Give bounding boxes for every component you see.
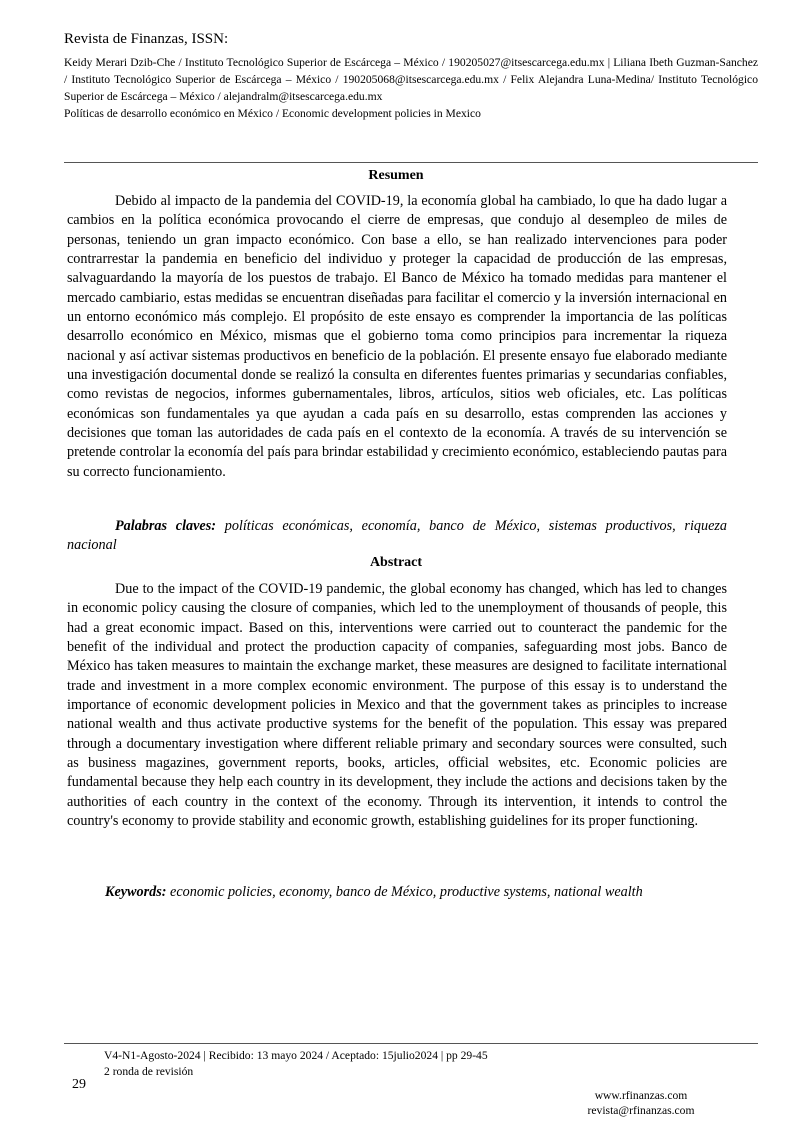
keywords-label: Keywords:: [105, 884, 167, 900]
abstract-heading: Abstract: [369, 555, 423, 570]
keywords-list: economic policies, economy, banco de México, productive systems, national wealth: [166, 884, 643, 900]
footer-email: revista@rfinanzas.com: [587, 1104, 695, 1117]
journal-title: Revista de Finanzas, ISSN:: [64, 31, 229, 47]
page-header: [64, 30, 758, 122]
footer-website: www.rfinanzas.com: [594, 1089, 688, 1102]
resumen-heading: Resumen: [368, 168, 424, 183]
abstract-body: Due to the impact of the COVID-19 pandemic, the global economy has changed, which has led to changes in economic policy causing the closure of companies, which led to the unemployment of thousands of people, this had a great economic impact. Based on this, interventions were carried out to counteract the pandemic for the benefit of the individual and protect the production capacity of companies, safeguarding most jobs. Banco de México has taken measures to maintain the exchange market, these measures are designed to facilitate international trade and investment in a more complex economic environment. The purpose of this essay is to understand the importance of economic development policies in Mexico and that the government takes as principles to increase national wealth and thus activate productive systems for the benefit of the population. This essay was prepared through a documentary investigation where different reliable primary and secondary sources were consulted, such as business magazines, government reports, books, articles, official websites, etc. Economic policies are fundamental because they help each country in its development, they include the actions and decisions taken by the authorities of each country in the context of the economy. Through its intervention, it intends to control the country's economy to provide stability and economic growth, establishing guidelines for its proper functioning.: [67, 581, 727, 830]
footer-contact: [576, 1088, 706, 1118]
paper-title: Políticas de desarrollo económico en México / Economic development policies in Mexico: [64, 107, 481, 120]
author-affiliations: Keidy Merari Dzib-Che / Instituto Tecnológico Superior de Escárcega – México / 190205027@itsescarcega.edu.mx | Liliana Ibeth Guzman-Sanchez / Instituto Tecnológico Superior de Escárcega – México / 190205068@itsescarcega.edu.mx / Felix Alejandra Luna-Medina/ Instituto Tecnológico Superior de Escárcega – México / alejandralm@itsescarcega.edu.mx: [64, 56, 758, 103]
footer-publication-info: V4-N1-Agosto-2024 | Recibido: 13 mayo 2024 / Aceptado: 15julio2024 | pp 29-45: [104, 1049, 488, 1062]
resumen-body: Debido al impacto de la pandemia del COVID-19, la economía global ha cambiado, lo que ha dado lugar a cambios en la política económica provocando el cierre de empresas, que condujo al desempleo de miles de personas, teniendo un gran impacto económico. Con base a ello, se han realizado intervenciones para poder contrarrestar la pandemia en beneficio del individuo y proteger la capacidad de producción de las empresas, salvaguardando la mayoría de los puestos de trabajo. El Banco de México ha tomado medidas para mantener el mercado cambiario, estas medidas se encuentran diseñadas para facilitar el comercio y la inversión internacional en un entorno económico más complejo. El propósito de este ensayo es comprender la importancia de las políticas desarrollo económico en México, mismas que el gobierno toma como principios para incrementar la riqueza nacional y así activar sistemas productivos en beneficio de la población. El presente ensayo fue elaborado mediante una investigación documental donde se realizó la consulta en diferentes fuentes primarias y secundarias confiables, como revistas de negocios, informes gubernamentales, libros, artículos, sitios web oficiales, etc. Las políticas económicas son fundamentales ya que ayudan a cada país en su desarrollo, estas comprenden las acciones y decisiones que toman las autoridades de cada país en el contexto de la economía. A través de su intervención se pretende controlar la economía del país para brindar estabilidad y crecimiento económico, estableciendo pautas para su correcto funcionamiento.: [67, 193, 727, 480]
keywords: [67, 883, 727, 902]
header-divider: [64, 162, 758, 163]
palabras-claves: [67, 517, 727, 555]
footer-metadata: [104, 1048, 488, 1080]
palabras-claves-list: políticas económicas, economía, banco de México, sistemas productivos, riqueza nacional: [67, 518, 727, 553]
footer-divider: [64, 1043, 758, 1044]
page-number: 29: [72, 1077, 86, 1092]
footer-review-round: 2 ronda de revisión: [104, 1065, 194, 1078]
palabras-claves-label: Palabras claves:: [115, 518, 216, 534]
